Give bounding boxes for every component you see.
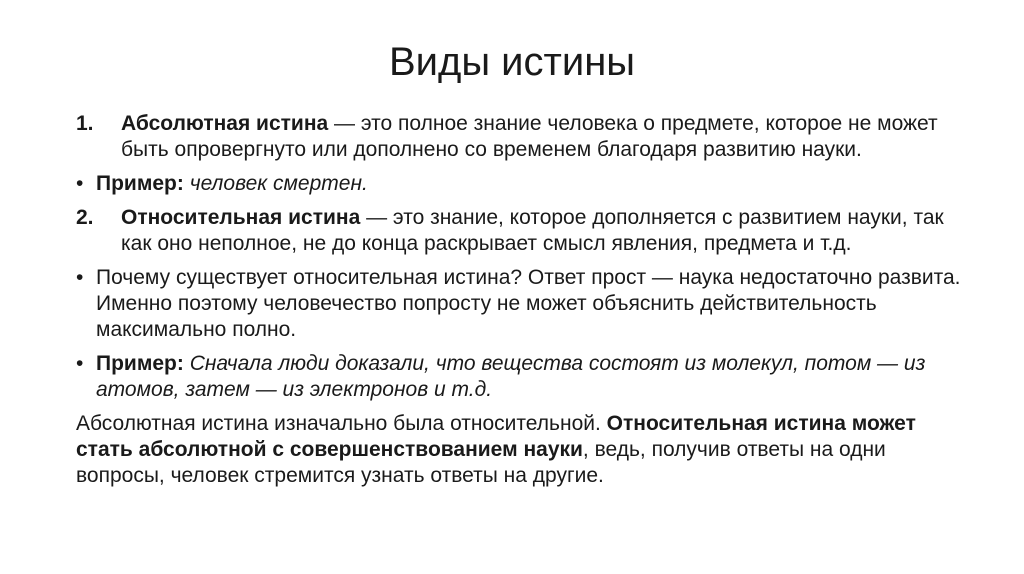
- bullet-marker: •: [76, 172, 84, 195]
- list-item-example-2: [76, 351, 976, 403]
- example-label: Пример:: [96, 352, 184, 375]
- list-item-absolute-truth: [76, 111, 976, 163]
- definition-absolute-truth: — это полное знание человека о предмете, которое не может быть опровергнуто или дополнено со временем благодаря развитию науки.: [121, 112, 938, 161]
- slide-title: Виды истины: [388, 40, 636, 84]
- conclusion-paragraph: [76, 411, 976, 489]
- bullet-marker: •: [76, 352, 84, 375]
- term-absolute-truth: Абсолютная истина: [121, 112, 329, 135]
- list-number: 1.: [76, 112, 94, 135]
- bullet-marker: •: [76, 266, 84, 289]
- list-item-why-relative: [76, 265, 976, 343]
- list-number: 2.: [76, 206, 94, 229]
- term-relative-truth: Относительная истина: [121, 206, 361, 229]
- slide-content: [76, 111, 976, 497]
- example-text: человек смертен.: [183, 172, 368, 195]
- why-relative-text: Почему существует относительная истина? Ответ прост — наука недостаточно развита. Именно поэтому человечество попросту не может объяснить действительность максимально полно.: [96, 266, 961, 341]
- example-text: Сначала люди доказали, что вещества состоят из молекул, потом — из атомов, затем — из электронов и т.д.: [96, 352, 926, 401]
- list-item-example-1: [76, 171, 976, 197]
- definition-relative-truth: — это знание, которое дополняется с развитием науки, так как оно неполное, не до конца раскрывает смысл явления, предмета и т.д.: [121, 206, 944, 255]
- conclusion-text-after: , ведь, получив ответы на одни вопросы, человек стремится узнать ответы на другие.: [76, 438, 886, 487]
- conclusion-text-before: Абсолютная истина изначально была относительной.: [76, 412, 607, 435]
- conclusion-bold: Относительная истина может стать абсолютной с совершенствованием науки: [76, 412, 916, 461]
- example-label: Пример:: [96, 172, 184, 195]
- list-item-relative-truth: [76, 205, 976, 257]
